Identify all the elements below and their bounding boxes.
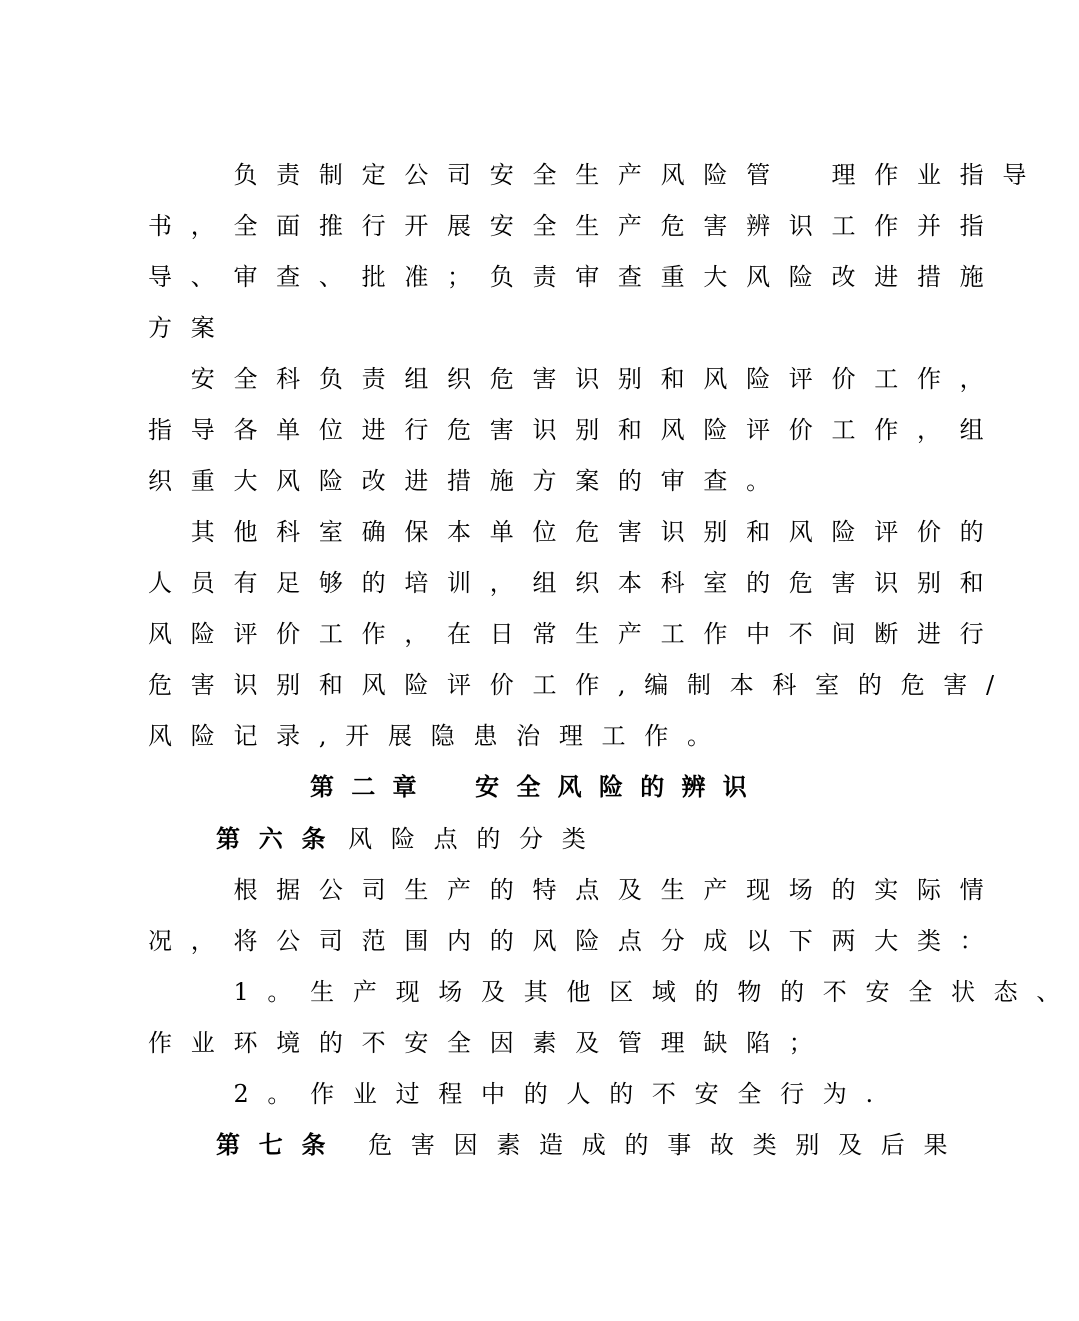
article-6-label: 第六条: [216, 824, 345, 853]
chapter-heading: 第二章 安全风险的辨识: [310, 772, 765, 801]
paragraph-line: 风险记录,开展隐患治理工作。: [148, 722, 730, 750]
article-7-label: 第七条: [216, 1130, 345, 1159]
list-item: 2。作业过程中的人的不安全行为.: [148, 1080, 892, 1108]
paragraph-line: 况，将公司范围内的风险点分成以下两大类：: [148, 927, 1003, 955]
list-item: 1。生产现场及其他区域的物的不安全状态、: [148, 978, 1079, 1006]
paragraph-line: 其他科室确保本单位危害识别和风险评价的: [148, 518, 1003, 546]
paragraph-line: 人员有足够的培训，组织本科室的危害识别和: [148, 569, 1003, 597]
paragraph-line: 作业环境的不安全因素及管理缺陷；: [148, 1029, 832, 1057]
paragraph-line: 安全科负责组织危害识别和风险评价工作，: [148, 365, 1003, 393]
article-7-heading: [216, 1130, 966, 1160]
paragraph-line: 书，全面推行开展安全生产危害辨识工作并指: [148, 212, 1003, 240]
paragraph-line: 危害识别和风险评价工作,编制本科室的危害/: [148, 671, 1013, 699]
article-6-title: 风险点的分类: [348, 825, 605, 853]
article-7-title: 危害因素造成的事故类别及后果: [368, 1131, 967, 1159]
paragraph-line: 根据公司生产的特点及生产现场的实际情: [148, 876, 1003, 904]
paragraph-line: 方案: [148, 314, 234, 342]
paragraph-line: 织重大风险改进措施方案的审查。: [148, 467, 789, 495]
paragraph-line: 风险评价工作，在日常生产工作中不间断进行: [148, 620, 1003, 648]
paragraph-line: 负责制定公司安全生产风险管 理作业指导: [148, 161, 1046, 189]
paragraph-line: 导、审查、批准；负责审查重大风险改进措施: [148, 263, 1003, 291]
article-6-heading: [216, 824, 605, 854]
paragraph-line: 指导各单位进行危害识别和风险评价工作，组: [148, 416, 1003, 444]
